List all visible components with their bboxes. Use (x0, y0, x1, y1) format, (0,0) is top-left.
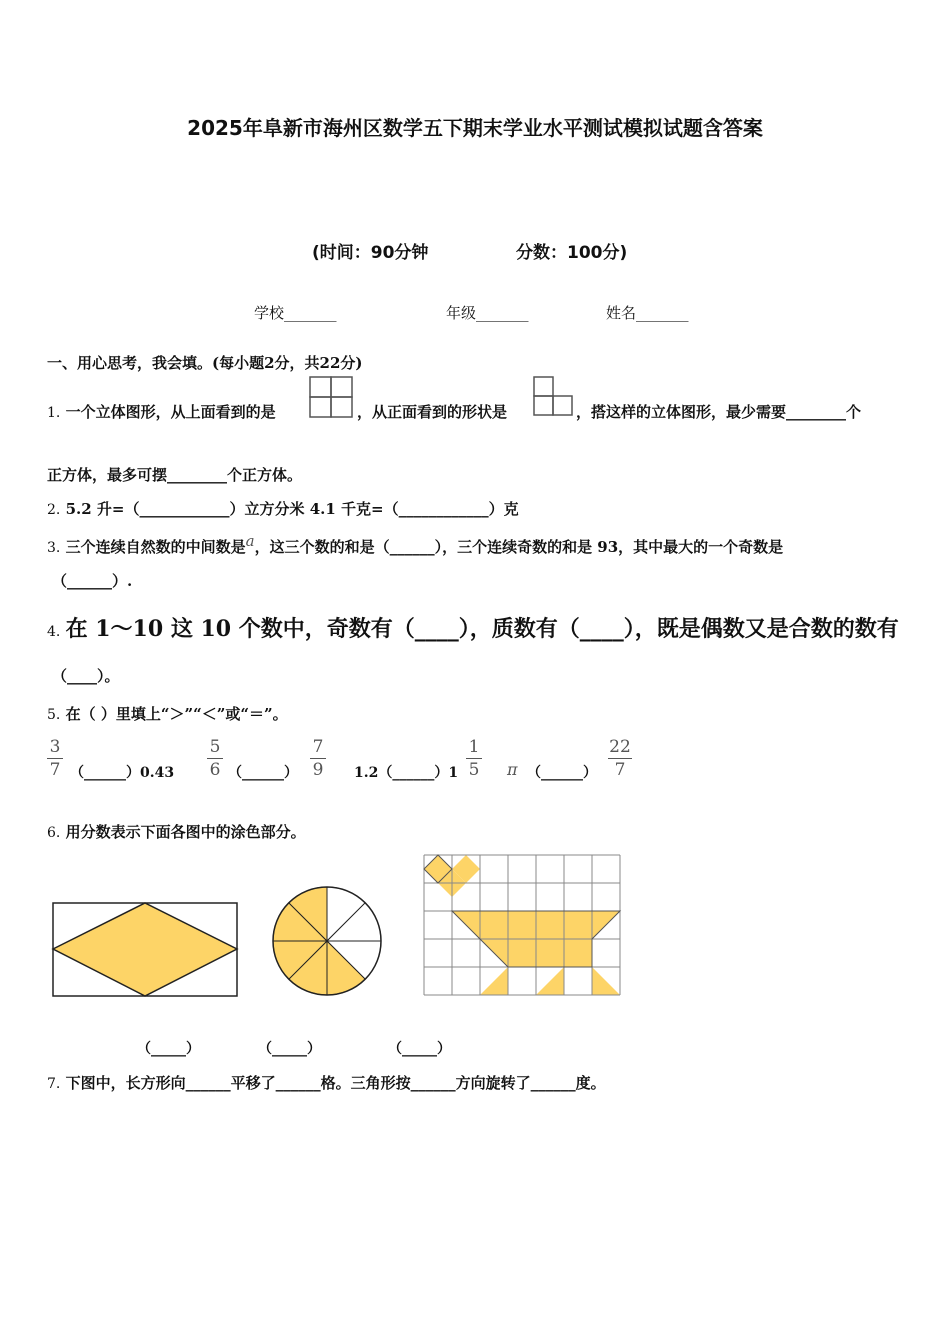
question-number: 7. (47, 1076, 61, 1092)
q1-part1: 一个立体图形，从上面看到的是 (65, 403, 276, 421)
q1-part2: ，从正面看到的形状是 (357, 403, 508, 421)
q3-part2: ，这三个数的和是（______），三个连续奇数的和是 93，其中最大的一个奇数是 (254, 538, 784, 556)
denominator: 9 (312, 760, 324, 780)
question-5 (47, 703, 288, 724)
fraction (608, 737, 632, 780)
fraction (207, 737, 223, 780)
rhombus-figure (50, 900, 240, 1000)
question-number: 6. (47, 825, 61, 841)
numerator: 3 (49, 737, 61, 757)
q1-line2: 正方体，最多可摆________个正方体。 (47, 466, 303, 484)
grade-field: 年级_______ (446, 304, 529, 322)
fraction (310, 737, 326, 780)
front-view-figure (532, 376, 574, 418)
question-3 (47, 532, 783, 557)
question-4 (47, 612, 899, 643)
circle-figure (270, 884, 384, 998)
q6-text: 用分数表示下面各图中的涂色部分。 (65, 823, 306, 841)
q5-text: 在（ ）里填上“＞”“＜”或“＝”。 (65, 705, 288, 723)
answer-blank-1: （_____） (137, 1041, 200, 1057)
q4-text: 在 1～10 这 10 个数中，奇数有（____），质数有（____），既是偶数又是合数的数有 (65, 616, 899, 642)
fraction (47, 737, 63, 780)
top-view-figure (309, 376, 353, 418)
compare-3: 1.2（______）1 (354, 765, 459, 781)
numerator: 7 (312, 737, 324, 757)
numerator: 22 (609, 737, 631, 757)
grid-figure (422, 853, 624, 1001)
question-6 (47, 821, 306, 842)
answer-blank-3: （_____） (388, 1041, 451, 1057)
pi-symbol: π (507, 760, 518, 779)
numerator: 1 (468, 737, 480, 757)
compare-1: （______）0.43 (70, 765, 175, 781)
denominator: 6 (209, 760, 221, 780)
q1-part3: ，搭这样的立体图形，最少需要________个 (576, 403, 862, 421)
fraction (466, 737, 482, 780)
exam-score: 分数：100分) (516, 243, 628, 263)
school-field: 学校_______ (254, 304, 337, 322)
q3-part1: 三个连续自然数的中间数是 (65, 538, 246, 556)
numerator: 5 (209, 737, 221, 757)
q4-line2: （____）。 (52, 667, 120, 685)
denominator: 7 (49, 760, 61, 780)
denominator: 5 (468, 760, 480, 780)
answer-blank-2: （_____） (258, 1041, 321, 1057)
denominator: 7 (614, 760, 626, 780)
section-heading: 一、用心思考，我会填。(每小题2分，共22分) (47, 354, 363, 372)
q3-variable: a (245, 532, 255, 550)
q3-line2: （______）. (52, 572, 133, 590)
question-number: 2. (47, 502, 61, 518)
compare-2: （______） (228, 765, 298, 781)
question-7 (47, 1072, 606, 1093)
question-2 (47, 498, 519, 519)
compare-4: （______） (527, 765, 597, 781)
question-number: 1. (47, 405, 61, 421)
question-1 (47, 401, 276, 422)
question-number: 3. (47, 540, 61, 556)
page-title: 2025年阜新市海州区数学五下期末学业水平测试模拟试题含答案 (187, 116, 763, 140)
name-field: 姓名_______ (606, 304, 689, 322)
q2-text: 5.2 升=（____________）立方分米 4.1 千克=（____________）克 (65, 500, 519, 518)
question-number: 5. (47, 707, 61, 723)
exam-time: (时间：90分钟 (312, 243, 429, 263)
question-number: 4. (47, 624, 61, 640)
q7-text: 下图中，长方形向______平移了______格。三角形按______方向旋转了______度。 (65, 1074, 606, 1092)
